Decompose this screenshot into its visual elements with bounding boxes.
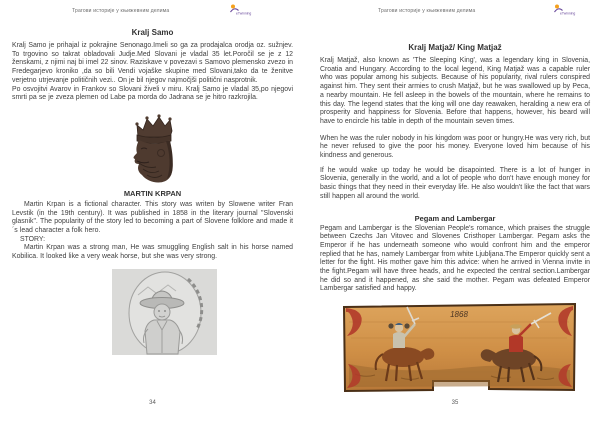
page-number-left: 34	[149, 400, 156, 406]
matjaz-paragraph-1: Kralj Matjaž, also known as 'The Sleeping King', was a legendary king in Slovenia, Croatia and Hungary. According to the local legend, King Matjaž was a capable ruler who was popular among his subjects. Because of his popularity, rival rulers conspired against him. They sent their armies to crush Matjaž, but he was swallowed up by Peca, a nearby mountain. He fell asleep in the bowels of the mountain, where he remains to this day. The legend states that the king will one day reawaken, heralding a new era of prosperity and happiness for Slovenia. Before that happens, however, his beard will have to encircle his table in depth of the mountain seven times.	[320, 57, 590, 125]
krpan-paragraph-2: Martin Krpan was a strong man, He was smuggling English salt in his horse named Kobilica. It looked like a very weak horse, but she was very strong.	[12, 244, 293, 261]
martin-krpan-sketch-image	[112, 269, 217, 355]
matjaz-paragraph-3: If he would wake up today he would be disapointed. There is a lot of hunger in Slovenia, generally in the world, and a lot of people who don't have enough money for basic things that they need in their everyday life. He also wouldn't like the fact that wars still happen all around the world.	[320, 166, 590, 200]
etwinning-logo-text: eTwinning	[236, 11, 252, 16]
matjaz-paragraph-2: When he was the ruler nobody in his kingdom was poor or hungry.He was very rich, but he never refused to give the poor his money. Everyone loved him because of his kindness and generous.	[320, 134, 590, 160]
left-page	[12, 0, 293, 424]
samo-paragraph-1: Kralj Samo je prihajal iz pokrajine Senonago.Imeli so ga za prodajalca orodja oz. sužnjev. To trgovino so takrat obladovali Judje.Med Slovani je vladal 35 let.Poročil se je z 12 ženskami, z njimi naj bi imel 22 sinov. Raziskave v povezavi s Samovo plemensko zvezo in Fredegarjevo kroniko ,da so bili Vendi vojaške skupine med Slovani,tako da te ženitve verjetno utrjevanje političnih vezi.. On je bil njegov najmočjši politični nasprotnik.	[12, 42, 293, 84]
samo-paragraph-2: Po osvojitvi Avarov in Frankov so Slovani živeli v miru. Kralj Samo je vladal 35,po njegovi smrti pa se je zveza plemen od Labe pa morda do Jadrana se je hitro razkrojila.	[12, 85, 293, 102]
page-title-kralj-matjaz: Kralj Matjaž/ King Matjaž	[408, 43, 502, 52]
page-title-kralj-samo: Kralj Samo	[131, 28, 174, 37]
krpan-paragraph-1: Martin Krpan is a fictional character. This story was writen by Slowene writer Fran Levstik (in the 19th century). It was published in 1858 in the literary journal "Slovenski glasnik". The popularity of the story led to becoming a part of Slovene folklore and made it´s lead character a folk hero.	[12, 200, 293, 235]
etwinning-logo-icon	[552, 3, 578, 21]
king-samo-statue-image	[124, 111, 182, 187]
page-number-right: 35	[451, 400, 459, 406]
etwinning-logo-icon	[228, 3, 254, 21]
section-title-martin-krpan: MARTIN KRPAN	[123, 188, 182, 198]
right-page	[320, 0, 590, 424]
pegam-paragraph-1: Pegam and Lambergar is the Slovenian People's romance, which praises the struggle between Czechs Jan Vitovec and Slovenes Cristhoper Lambergar. Pegam asks the Emperor if he has underneath someone who would confront him and the emperor replied that he has, namely Lambergar from white Ljubljana.The Emperor quickly sent a letter for the fight. His mother gave him this advice: when he arrived in Vienna invite in the fight.Pegam will have three heads, and he expected the central section.Lambergar he did so and it happened, as she said the mother. Pegam was defeated Emperor Lambergar satisfied and happy.	[320, 224, 590, 293]
krpan-story-label: STORY:	[20, 235, 46, 243]
etwinning-logo-text: eTwinning	[560, 11, 576, 16]
panel-date: 1868	[450, 310, 468, 320]
section-title-pegam-lambergar: Pegam and Lambergar	[414, 213, 496, 223]
pegam-lambergar-panel-image	[341, 302, 578, 393]
running-title: Трагови историје у књижевним делима	[378, 8, 476, 14]
running-title: Трагови историје у књижевним делима	[72, 8, 170, 14]
